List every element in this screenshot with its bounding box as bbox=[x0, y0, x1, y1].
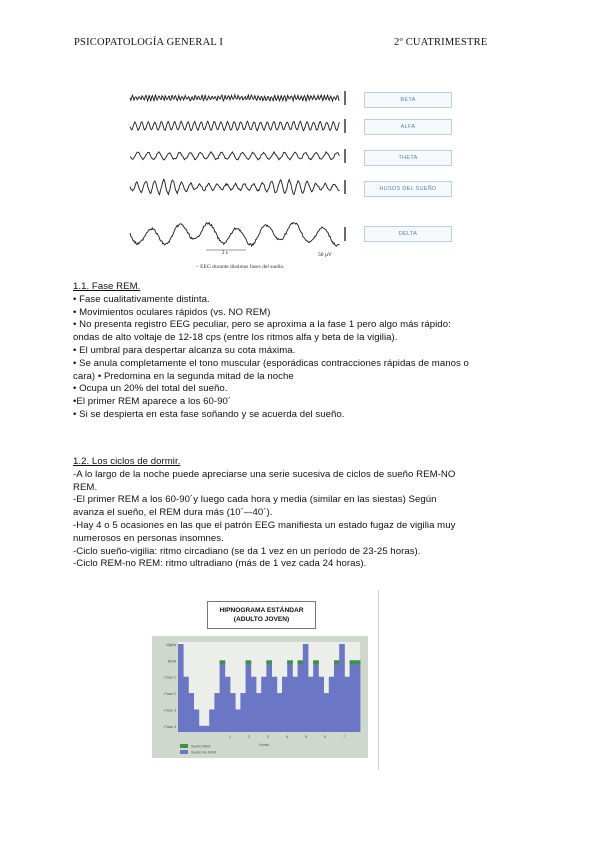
hypnogram-segment bbox=[334, 660, 340, 732]
rem-line: • Ocupa un 20% del total del sueño. bbox=[73, 383, 228, 395]
hypnogram-segment bbox=[277, 693, 283, 732]
hypnogram-svg bbox=[152, 636, 368, 758]
hypnogram-title bbox=[207, 601, 316, 629]
section-sleep-cycles bbox=[73, 456, 543, 571]
stage-tick-label: Fase 3 bbox=[164, 708, 176, 713]
rem-line: • No presenta registro EEG peculiar, pero se aproxima a la fase 1 pero algo más rápido: bbox=[73, 319, 451, 331]
hypnogram-segment bbox=[178, 644, 184, 732]
eeg-caption: – EEG durante distintas fases del sueño. bbox=[196, 264, 285, 270]
rem-line: • Si se despierta en esta fase soñando y se acuerda del sueño. bbox=[73, 408, 345, 420]
hypnogram-segment bbox=[261, 677, 267, 732]
hypnogram-segment bbox=[298, 660, 304, 732]
rem-segment bbox=[266, 660, 272, 664]
stage-tick-label: Fase 4 bbox=[164, 724, 176, 729]
section-title-rem: 1.1. Fase REM. bbox=[73, 281, 141, 292]
hypnogram-segment bbox=[199, 726, 205, 732]
hypnogram-segment bbox=[329, 677, 335, 732]
hypnogram-segment bbox=[194, 709, 200, 732]
hypnogram-segment bbox=[324, 693, 330, 732]
wave-label-spindles: HUSOS DEL SUEÑO bbox=[364, 181, 452, 197]
eeg-figure bbox=[128, 84, 458, 274]
eeg-traces bbox=[128, 84, 458, 274]
cycles-line: REM. bbox=[73, 481, 98, 493]
hypnogram-chart bbox=[152, 636, 368, 758]
wave-label-delta: DELTA bbox=[364, 226, 452, 242]
stage-tick-label: REM bbox=[167, 659, 176, 664]
hypnogram-segment bbox=[272, 677, 278, 732]
cycles-line: numerosos en personas insomnes. bbox=[73, 532, 224, 544]
wave-label-beta: BETA bbox=[364, 92, 452, 108]
rem-segment bbox=[298, 660, 304, 664]
hypnogram-title-line1: HIPNOGRAMA ESTÁNDAR bbox=[219, 607, 304, 614]
hypnogram-segment bbox=[350, 660, 356, 732]
rem-line: • Movimientos oculares rápidos (vs. NO REM) bbox=[73, 306, 271, 318]
eeg-trace bbox=[130, 95, 340, 101]
rem-line: ondas de alto voltaje de 12-18 cps (entre los ritmos alfa y beta de la vigilia). bbox=[73, 332, 398, 344]
hypnogram-segment bbox=[209, 709, 215, 732]
hypnogram-segment bbox=[246, 660, 252, 732]
hypnogram-segment bbox=[256, 693, 262, 732]
stage-tick-label: Fase 1 bbox=[164, 675, 176, 680]
legend-swatch bbox=[180, 750, 188, 754]
stage-tick-label: Fase 2 bbox=[164, 692, 176, 697]
hour-tick-label: 3 bbox=[266, 735, 270, 739]
eeg-trace bbox=[130, 152, 340, 160]
eeg-trace bbox=[130, 179, 340, 194]
rem-segment bbox=[220, 660, 226, 664]
hour-tick-label: 1 bbox=[228, 735, 232, 739]
hour-tick-label: 7 bbox=[342, 735, 346, 739]
hypnogram-segment bbox=[240, 693, 246, 732]
eeg-trace bbox=[130, 223, 340, 247]
rem-line: • Se anula completamente el tono muscular (esporádicas contracciones rápidas de manos o bbox=[73, 357, 469, 369]
section-title-cycles: 1.2. Los ciclos de dormir. bbox=[73, 456, 181, 467]
x-axis-label: Horas bbox=[258, 743, 270, 747]
stage-tick-label: Vigilia bbox=[165, 643, 176, 647]
hypnogram-title-line2: (ADULTO JOVEN) bbox=[233, 616, 290, 623]
rem-segment bbox=[246, 660, 252, 664]
hypnogram-segment bbox=[183, 677, 189, 732]
wave-label-theta: THETA bbox=[364, 150, 452, 166]
rem-line: •El primer REM aparece a los 60-90´ bbox=[73, 396, 232, 408]
rem-line: • Fase cualitativamente distinta. bbox=[73, 293, 210, 305]
hypnogram-segment bbox=[220, 660, 226, 732]
hypnogram-segment bbox=[308, 677, 314, 732]
eeg-trace bbox=[130, 121, 340, 131]
hour-tick-label: 6 bbox=[323, 735, 327, 739]
hypnogram-segment bbox=[230, 693, 236, 732]
rem-segment bbox=[313, 660, 319, 664]
legend-label: Sueño No REM bbox=[191, 750, 216, 755]
time-scale-label: 2 s bbox=[222, 251, 228, 256]
wave-label-alpha: ALFA bbox=[364, 119, 452, 135]
cycles-line: -Ciclo sueño-vigilia: ritmo circadiano (se da 1 vez en un período de 23-25 horas). bbox=[73, 545, 421, 557]
hour-tick-label: 4 bbox=[285, 735, 289, 739]
cycles-line: -Ciclo REM-no REM: ritmo ultradiano (más de 1 vez cada 24 horas). bbox=[73, 558, 367, 570]
rem-segment bbox=[350, 660, 356, 664]
hypnogram-segment bbox=[339, 644, 345, 732]
figure-divider bbox=[378, 590, 379, 770]
hypnogram-segment bbox=[355, 660, 361, 732]
cycles-line: avanza el sueño, el REM dura más (10´–-40´). bbox=[73, 507, 273, 519]
hypnogram-segment bbox=[251, 677, 257, 732]
rem-segment bbox=[287, 660, 293, 664]
legend-label: Sueño REM bbox=[191, 744, 211, 749]
hypnogram-segment bbox=[303, 644, 309, 732]
hypnogram-segment bbox=[214, 693, 220, 732]
legend-swatch bbox=[180, 744, 188, 748]
hypnogram-segment bbox=[287, 660, 293, 732]
hypnogram-segment bbox=[266, 660, 272, 732]
hypnogram-segment bbox=[344, 677, 350, 732]
hour-tick-label: 2 bbox=[247, 735, 251, 739]
hypnogram-segment bbox=[188, 693, 194, 732]
hypnogram-segment bbox=[313, 660, 319, 732]
cycles-line: -El primer REM a los 60-90´y luego cada hora y media (similar en las siestas) Según bbox=[73, 494, 437, 506]
rem-line: • El umbral para despertar alcanza su cota máxima. bbox=[73, 344, 296, 356]
voltage-scale-label: 50 µV bbox=[318, 252, 333, 258]
cycles-line: -A lo largo de la noche puede apreciarse una serie sucesiva de ciclos de sueño REM-NO bbox=[73, 468, 456, 480]
rem-line: cara) • Predomina en la segunda mitad de la noche bbox=[73, 370, 294, 382]
rem-segment bbox=[355, 660, 361, 664]
section-rem bbox=[73, 281, 543, 422]
hypnogram-segment bbox=[292, 677, 298, 732]
hour-tick-label: 5 bbox=[304, 735, 308, 739]
hypnogram-segment bbox=[282, 677, 288, 732]
hypnogram-segment bbox=[225, 677, 231, 732]
hypnogram-segment bbox=[204, 726, 210, 732]
cycles-line: -Hay 4 o 5 ocasiones en las que el patrón EEG manifiesta un estado fugaz de vigilia muy bbox=[73, 519, 456, 531]
hypnogram-segment bbox=[235, 709, 241, 732]
subject-title: PSICOPATOLOGÍA GENERAL I bbox=[74, 37, 224, 48]
term-label: 2º CUATRIMESTRE bbox=[394, 37, 488, 48]
rem-segment bbox=[334, 660, 340, 664]
hypnogram-segment bbox=[318, 677, 324, 732]
